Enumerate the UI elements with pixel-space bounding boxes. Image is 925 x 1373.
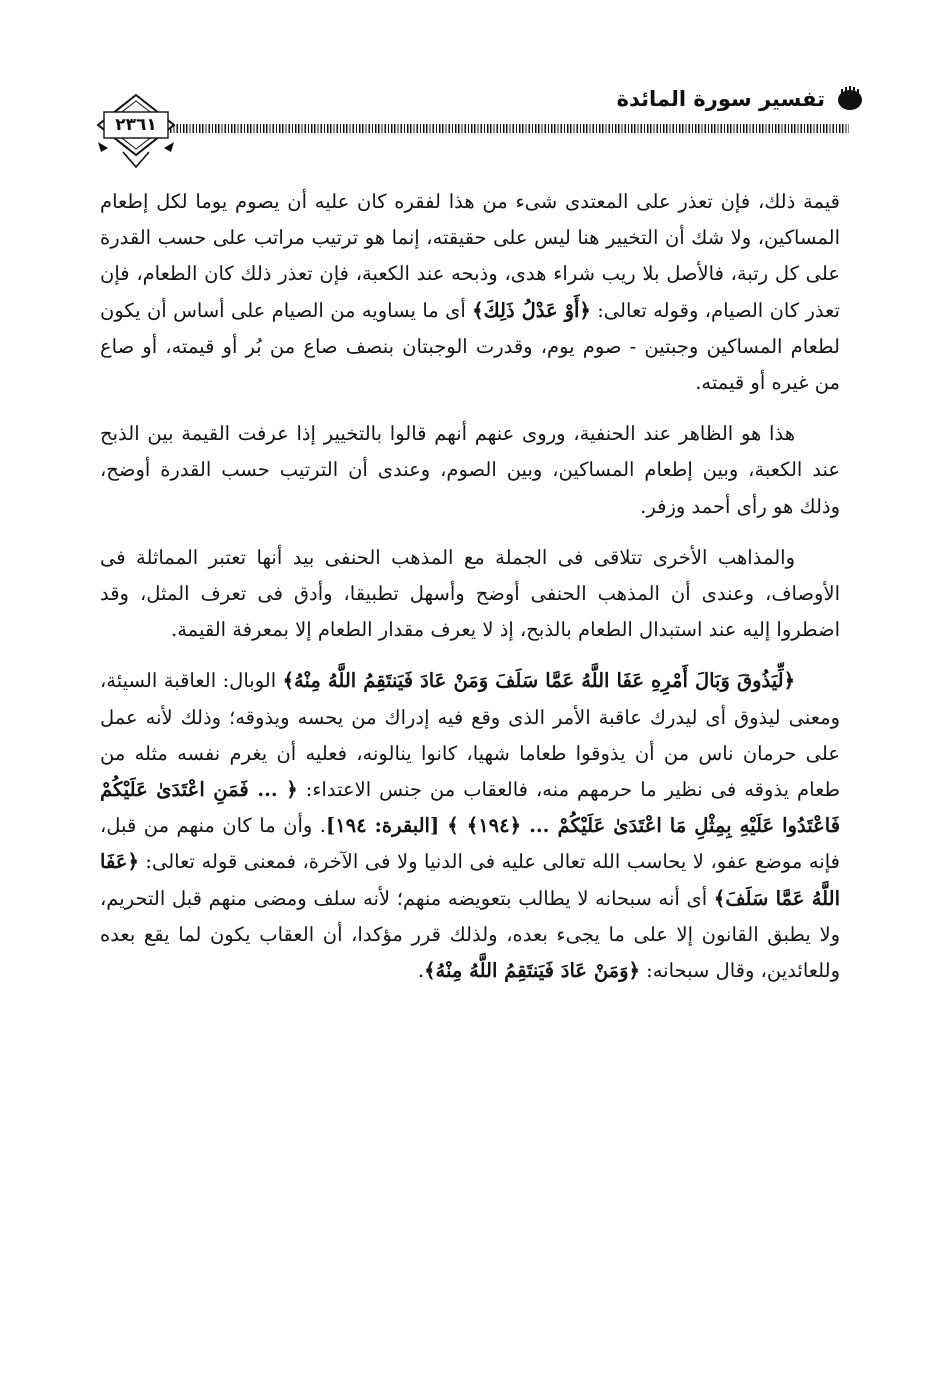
- quran-quote: ﴿وَمَنْ عَادَ فَيَنتَقِمُ اللَّهُ مِنْهُ﴾: [424, 959, 640, 983]
- header-rule: [167, 124, 849, 133]
- quran-quote: ﴿أَوْ عَدْلُ ذَلِكَ﴾: [472, 298, 591, 322]
- page-number-badge: [95, 92, 177, 172]
- quran-quote: ﴿ ... فَمَنِ اعْتَدَىٰ عَلَيْكُمْ فَاعْتَدُوا عَلَيْهِ بِمِثْلِ مَا اعْتَدَىٰ عَلَيْكُمْ ... ﴿١٩٤﴾ ﴾: [100, 778, 841, 838]
- page-title: تفسير سورة المائدة: [616, 87, 825, 111]
- paragraph-1: [100, 184, 840, 401]
- paragraph-3: والمذاهب الأخرى تتلاقى فى الجملة مع المذهب الحنفى بيد أنها تعتبر المماثلة فى الأوصاف، وعندى أن المذهب الحنفى أوضح وأسهل تطبيقا، وأدق فى تعرف المثل، وقد اضطروا إليه عند استبدال الطعام بالذبح، إذ لا يعرف مقدار الطعام إلا بمعرفة القيمة.: [100, 545, 840, 642]
- paragraph-1-text-b: أى ما يساويه من الصيام على أساس أن يكون لطعام المساكين وجبتين - صوم يوم، وقدرت الوجبتان بنصف صاع من بُر أو قيمته، أو صاع من غيره أو قيمته.: [100, 298, 840, 395]
- paragraph-4-text-1: الوبال: العاقبة السيئة، ومعنى ليذوق أى ليدرك عاقبة الأمر الذى وقع فيه إدراك من يحسه ويذوقه؛ وذلك لأنه عمل على حرمان ناس من أن يذوقوا طعاما شهيا، كانوا ينالونه، فعليه أن يغرم نفسه مثله من طعام يذوقه فى نظير ما حرمهم منه، فالعقاب من جنس الاعتداء:: [100, 669, 841, 802]
- paragraph-4-text-4: .: [417, 959, 425, 983]
- page-number: ٢٣٦١: [115, 115, 157, 135]
- page-header: [95, 78, 865, 173]
- ornament-icon: [835, 86, 865, 112]
- quran-quote: ﴿لِّيَذُوقَ وَبَالَ أَمْرِهِ عَفَا اللَّهُ عَمَّا سَلَفَ وَمَنْ عَادَ فَيَنتَقِمُ اللَّهُ مِنْهُ﴾: [282, 669, 795, 693]
- paragraph-4-text-2: . وأن ما كان منهم من قبل، فإنه موضع عفو، لا يحاسب الله تعالى عليه فى الدنيا ولا فى الآخرة، فمعنى قوله تعالى:: [100, 814, 840, 874]
- body-text: [100, 184, 840, 989]
- paragraph-1-text-a: قيمة ذلك، فإن تعذر على المعتدى شىء من هذا لفقره كان عليه أن يصوم يوما لكل إطعام المساكين، ولا شك أن التخيير هنا ليس على حقيقته، إنما هو ترتيب مراتب على حسب القدرة على كل رتبة، فالأصل بلا ريب شراء هدى، وذبحه عند الكعبة، فإن تعذر ذلك كان الطعام، فإن تعذر كان الصيام، وقوله تعالى:: [100, 190, 840, 322]
- paragraph-4-text-3: أى أنه سبحانه لا يطالب بتعويضه منهم؛ لأنه سلف ومضى منهم قبل التحريم، ولا يطبق القانون إلا على ما يجىء بعده، ولذلك قرر مؤكدا، أن العقاب يكون لما يقع بعده وللعائدين، وقال سبحانه:: [100, 886, 840, 983]
- header-title-group: [617, 84, 865, 114]
- quran-quote: ﴿عَفَا اللَّهُ عَمَّا سَلَفَ﴾: [100, 850, 840, 910]
- paragraph-2: هذا هو الظاهر عند الحنفية، وروى عنهم أنهم قالوا بالتخيير إذا عرفت القيمة بين الذبح عند الكعبة، وبين إطعام المساكين، وبين الصوم، وعندى أن الترتيب حسب القدرة أوضح، وذلك هو رأى أحمد وزفر.: [100, 422, 840, 518]
- paragraph-4: [100, 663, 840, 989]
- surah-reference: [البقرة: ١٩٤]: [325, 814, 448, 838]
